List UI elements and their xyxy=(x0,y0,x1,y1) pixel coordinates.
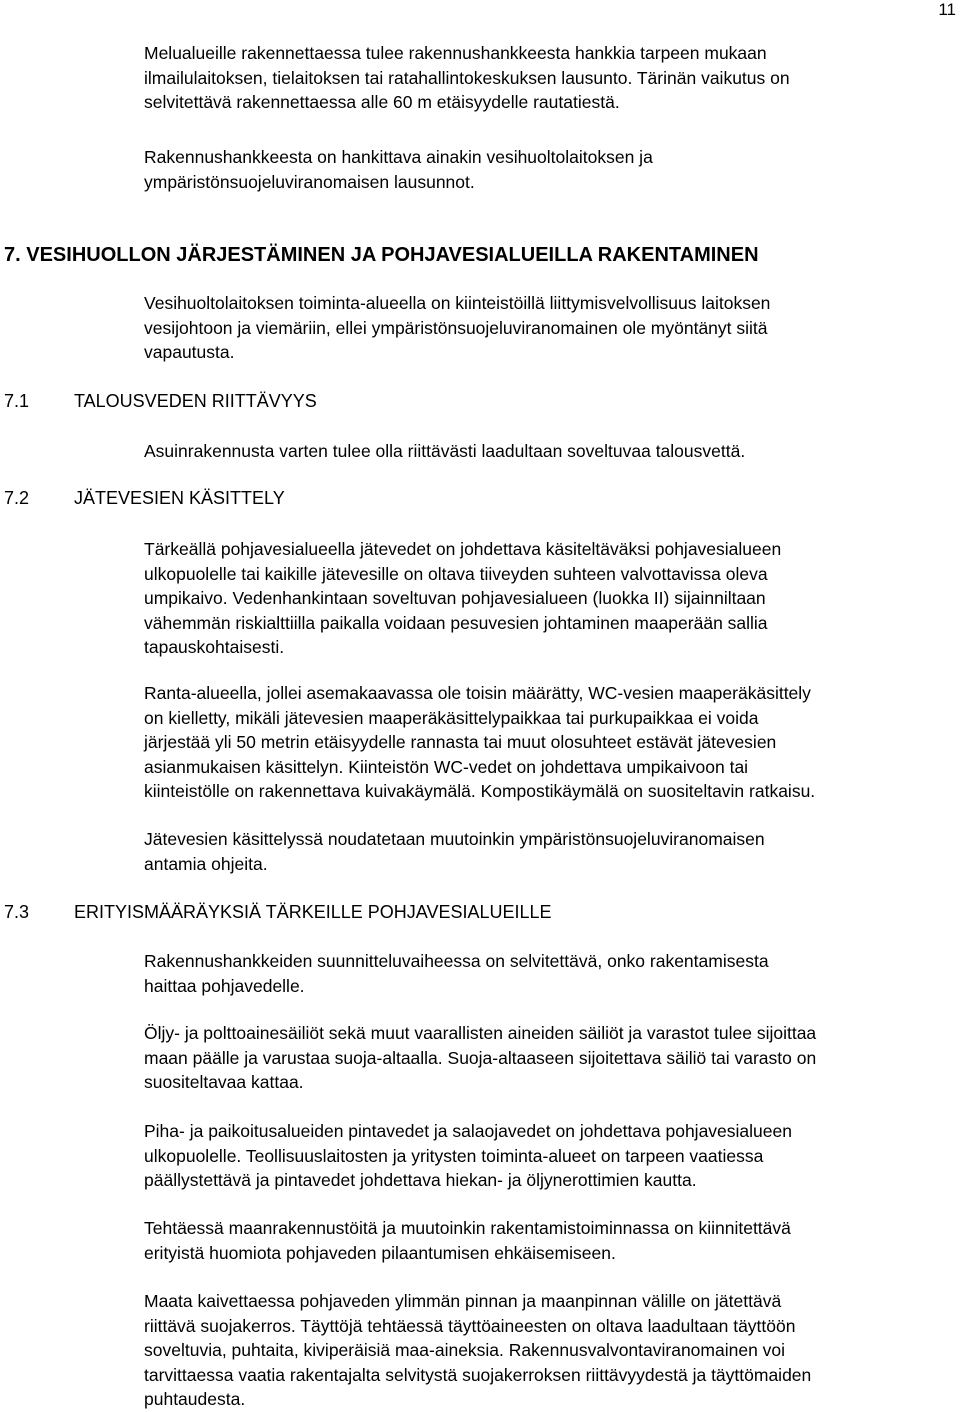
text-line: kiinteistölle on rakennettava kuivakäymälä. Kompostikäymälä on suositeltavin ratkaisu. xyxy=(144,781,816,801)
section-7-3-paragraph-2 xyxy=(144,1021,960,1095)
section-7-3-paragraph-5 xyxy=(144,1289,960,1412)
text-line: vähemmän riskialttiilla paikalla voidaan pesuvesien johtaminen maaperään sallia xyxy=(144,612,768,633)
text-line: tapauskohtaisesti. xyxy=(144,637,285,657)
intro-paragraph-2 xyxy=(144,145,960,194)
section-7-3-heading xyxy=(4,900,552,924)
section-title: ERITYISMÄÄRÄYKSIÄ TÄRKEILLE POHJAVESIALUEILLE xyxy=(74,902,552,922)
text-line: ulkopuolelle tai kaikille jätevesille on oltava tiiveyden suhteen valvottavissa oleva xyxy=(144,563,768,584)
text-line: maan päälle ja varustaa suoja-altaalla. Suoja-altaaseen sijoitettava säiliö tai varasto on xyxy=(144,1047,817,1068)
section-number: 7.3 xyxy=(4,902,30,922)
section-7-1-heading xyxy=(4,389,317,413)
text-line: haittaa pohjavedelle. xyxy=(144,975,305,996)
section-7-2-paragraph-3 xyxy=(144,827,960,876)
section-7-3-paragraph-4 xyxy=(144,1216,960,1265)
section-7-3-paragraph-3 xyxy=(144,1119,960,1193)
section-7-3-paragraph-1 xyxy=(144,949,960,998)
text-line: Piha- ja paikoitusalueiden pintavedet ja salaojavedet on johdettava pohjavesialueen xyxy=(144,1121,792,1141)
text-line: vesijohtoon ja viemäriin, ellei ympäristönsuojeluviranomainen ole myöntänyt siitä xyxy=(144,317,768,338)
text-line: erityistä huomiota pohjaveden pilaantumisen ehkäisemiseen. xyxy=(144,1242,616,1263)
text-line: Maata kaivettaessa pohjaveden ylimmän pinnan ja maanpinnan välille on jätettävä xyxy=(144,1291,782,1311)
section-7-paragraph-1 xyxy=(144,291,960,365)
section-title: TALOUSVEDEN RIITTÄVYYS xyxy=(74,391,317,411)
text-line: ulkopuolelle. Teollisuuslaitosten ja yritysten toiminta-alueet on tarpeen vaatiessa xyxy=(144,1145,764,1166)
section-7-2-heading xyxy=(4,486,285,510)
section-7-1-paragraph-1 xyxy=(144,439,960,464)
text-line: Melualueille rakennettaessa tulee rakennushankkeesta hankkia tarpeen mukaan xyxy=(144,43,767,63)
section-title: JÄTEVESIEN KÄSITTELY xyxy=(74,488,285,508)
text-line: soveltuvia, puhtaita, kiviperäisiä maa-aineksia. Rakennusvalvontaviranomainen voi xyxy=(144,1340,786,1360)
text-line: vapautusta. xyxy=(144,342,235,362)
text-line: on kielletty, mikäli jätevesien maaperäkäsittelypaikkaa tai purkupaikkaa ei voida xyxy=(144,707,759,728)
intro-paragraph-1 xyxy=(144,41,960,115)
section-7-heading: 7. VESIHUOLLON JÄRJESTÄMINEN JA POHJAVESIALUEILLA RAKENTAMINEN xyxy=(4,244,759,266)
text-line: tarvittaessa vaatia rakentajalta selvitystä suojakerroksen riittävyydestä ja täyttömaiden xyxy=(144,1364,812,1385)
section-7-2-paragraph-1 xyxy=(144,537,960,660)
text-line: riittävä suojakerros. Täyttöjä tehtäessä täyttöaineesten on oltava laadultaan täyttöön xyxy=(144,1315,796,1336)
page-number: 11 xyxy=(938,0,956,19)
text-line: järjestää yli 50 metrin etäisyydelle rannasta tai muut olosuhteet estävät jätevesien xyxy=(144,732,777,752)
text-line: Tehtäessä maanrakennustöitä ja muutoinkin rakentamistoiminnassa on kiinnitettävä xyxy=(144,1218,791,1238)
text-line: antamia ohjeita. xyxy=(144,853,268,874)
text-line: päällystettävä ja pintavedet johdettava hiekan- ja öljynerottimien kautta. xyxy=(144,1170,697,1190)
text-line: umpikaivo. Vedenhankintaan soveltuvan pohjavesialueen (luokka II) sijainniltaan xyxy=(144,588,766,608)
text-line: Ranta-alueella, jollei asemakaavassa ole toisin määrätty, WC-vesien maaperäkäsittely xyxy=(144,683,811,703)
text-line: selvitettävä rakennettaessa alle 60 m etäisyydelle rautatiestä. xyxy=(144,92,620,112)
section-number: 7.2 xyxy=(4,488,30,508)
text-line: Rakennushankkeesta on hankittava ainakin vesihuoltolaitoksen ja xyxy=(144,147,653,167)
text-line: Asuinrakennusta varten tulee olla riittävästi laadultaan soveltuvaa talousvettä. xyxy=(144,441,746,461)
text-line: puhtaudesta. xyxy=(144,1389,246,1409)
text-line: Öljy- ja polttoainesäiliöt sekä muut vaarallisten aineiden säiliöt ja varastot tulee sijoittaa xyxy=(144,1023,817,1043)
text-line: Vesihuoltolaitoksen toiminta-alueella on kiinteistöillä liittymisvelvollisuus laitoksen xyxy=(144,293,771,313)
section-number: 7.1 xyxy=(4,391,30,411)
text-line: Tärkeällä pohjavesialueella jätevedet on johdettava käsiteltäväksi pohjavesialueen xyxy=(144,539,782,559)
text-line: Jätevesien käsittelyssä noudatetaan muutoinkin ympäristönsuojeluviranomaisen xyxy=(144,829,765,849)
text-line: Rakennushankkeiden suunnitteluvaiheessa on selvitettävä, onko rakentamisesta xyxy=(144,951,769,971)
section-7-2-paragraph-2 xyxy=(144,681,960,804)
text-line: ympäristönsuojeluviranomaisen lausunnot. xyxy=(144,171,475,192)
text-line: ilmailulaitoksen, tielaitoksen tai ratahallintokeskuksen lausunto. Tärinän vaikutus on xyxy=(144,67,790,88)
text-line: suositeltavaa kattaa. xyxy=(144,1072,304,1092)
text-line: asianmukaisen käsittelyn. Kiinteistön WC-vedet on johdettava umpikaivoon tai xyxy=(144,756,749,777)
